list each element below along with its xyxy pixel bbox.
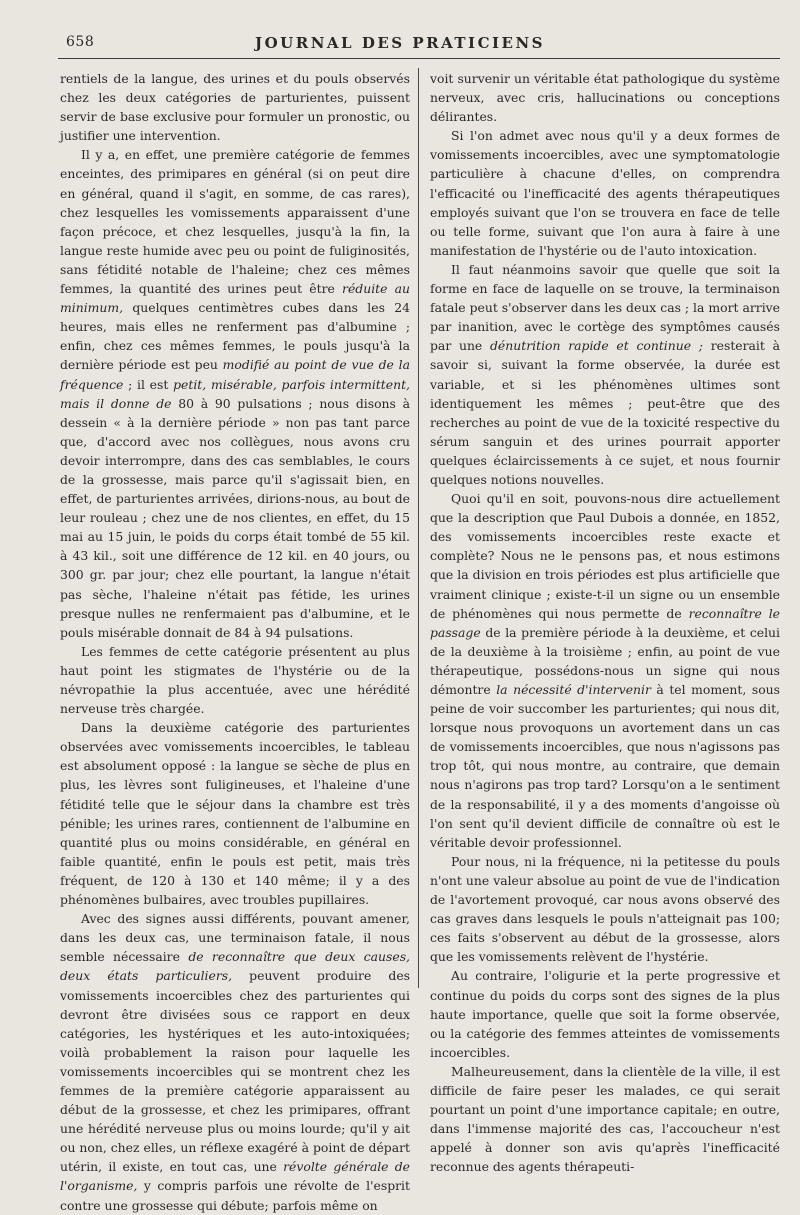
emphasis-run: réduite au minimum, — [60, 281, 411, 316]
text-run: de la première période à la deuxième, et celui de la deuxième à la troisième ; enfin, au point de vue thérapeutique, possédons-nous un signe qui nous démontre — [430, 624, 780, 697]
text-run: Au contraire, l'oligurie et la perte progressive et continue du poids du corps sont des signes de la plus haute importance, quelle que soit la forme observée, ou la catégorie des femmes atteintes de vomissements incoercibles. — [430, 968, 780, 1060]
header-rule — [58, 58, 780, 59]
emphasis-run: révolte générale de l'organisme, — [60, 1159, 410, 1194]
text-run: Il faut néanmoins savoir que quelle que soit la forme en face de laquelle on se trouve, la terminaison fatale peut s'observer dans les deux cas ; la mort arrive par inanition, avec le cortège des symptômes causés par une — [430, 261, 780, 354]
text-run: peuvent produire des vomissements incoercibles chez des parturientes qui devront être divisées sous ce rapport en deux catégories, les hystériques et les auto-intoxiquées; voilà probablement la raison pour laquelle les vomissements incoercibles qui se montrent chez les femmes de la première catégorie apparaissent au début de la grossesse, et chez les primipares, offrant une hérédité nerveuse plus ou moins lourde; qu'il y ait ou non, chez elles, un réflexe exagéré à point de départ utérin, il existe, en tout cas, une — [60, 968, 411, 1175]
text-run: Malheureusement, dans la clientèle de la ville, il est difficile de faire peser les malades, ce qui serait pourtant un point d'une importance capitale; en outre, dans l'immense majorité des cas, l'accoucheur n'est appelé à donner son avis qu'après l'inefficacité reconnue des agents thérapeuti- — [430, 1063, 780, 1175]
text-run: rentiels de la langue, des urines et du pouls observés chez les deux catégories de parturientes, puissent servir de base exclusive pour formuler un pronostic, ou justifier une intervention. — [60, 71, 410, 144]
paragraph — [430, 852, 780, 967]
page-number: 658 — [66, 34, 95, 50]
running-title: JOURNAL DES PRATICIENS — [255, 34, 545, 52]
text-run: Si l'on admet avec nous qu'il y a deux formes de vomissements incoercibles, avec une symptomatologie particulière à chacune d'elles, on comprendra l'efficacité ou l'inefficacité des agents thérapeutiques employés suivant que l'on se trouvera en face de telle ou telle forme, suivant que l'on aura à faire à une manifestation de l'hystérie ou de l'auto intoxication. — [430, 128, 780, 258]
emphasis-run: reconnaître le passage — [430, 605, 780, 640]
emphasis-run: dénutrition rapide et continue ; — [490, 338, 703, 354]
text-run: ; il est — [123, 376, 174, 392]
paragraph — [430, 126, 780, 260]
emphasis-run: modifié au point de vue de la fréquence — [60, 357, 410, 392]
text-run: Les femmes de cette catégorie présentent au plus haut point les stigmates de l'hystérie ou de la névropathie la plus accentuée, avec une hérédité nerveuse très chargée. — [60, 643, 410, 717]
text-run: Dans la deuxième catégorie des parturientes observées avec vomissements incoercibles, le tableau est absolument opposé : la langue se sèche de plus en plus, les lèvres sont fuligineuses, et l'haleine d'une fétidité telle que le séjour dans la chambre est très pénible; les urines rares, contiennent de l'albumine en quantité plus ou moins considérable, en général en faible quantité, enfin le pouls est petit, mais très fréquent, de 120 à 130 et 140 même; il y a des phénomènes bulbaires, avec troubles pupillaires. — [60, 720, 410, 908]
text-run: quelques centimètres cubes dans les 24 heures, mais elles ne renferment pas d'albumine ; enfin, chez ces mêmes femmes, le pouls jusqu'à la dernière période est peu — [60, 300, 410, 373]
text-run: à tel moment, sous peine de voir succomber les parturientes; qui nous dit, lorsque nous provoquons un avortement dans un cas de vomissements incoercibles, que nous n'agissons pas trop tôt, qui nous montre, au contraire, que demain nous n'agirons pas trop tard? Lorsqu'on a le sentiment de la responsabilité, il y a des moments d'angoisse où l'on sent qu'il devient difficile de connaître où est le véritable devoir professionnel. — [430, 682, 780, 850]
text-run: Quoi qu'il en soit, pouvons-nous dire actuellement que la description que Paul Dubois a donnée, en 1852, des vomissements incoercibles reste exacte et complète? Nous ne le pensons pas, et nous estimons que la division en trois périodes est plus artificielle que vraiment clinique ; existe-t-il un signe ou un ensemble de phénomènes qui nous permette de — [430, 491, 780, 621]
left-column — [60, 69, 411, 1213]
paragraph — [430, 260, 780, 489]
paragraph — [60, 909, 410, 1215]
paragraph — [60, 718, 410, 909]
text-run: y compris parfois une révolte de l'esprit contre une grossesse qui débute; parfois même on — [60, 1178, 410, 1213]
emphasis-run: la nécessité d'intervenir — [496, 682, 651, 697]
emphasis-run: petit, misérable, parfois intermittent, mais il donne de — [60, 376, 410, 411]
text-run: Avec des signes aussi différents, pouvant amener, dans les deux cas, une terminaison fatale, il nous semble nécessaire — [60, 911, 410, 965]
paragraph — [60, 642, 410, 718]
paragraph — [430, 489, 780, 852]
emphasis-run: de reconnaître que deux causes, deux états particuliers, — [60, 949, 410, 984]
paragraph — [430, 1062, 780, 1177]
column-divider — [418, 68, 419, 988]
page-header — [0, 0, 800, 62]
text-run: Pour nous, ni la fréquence, ni la petitesse du pouls n'ont une valeur absolue au point de vue de l'indication de l'avortement provoqué, car nous avons observé des cas graves dans lesquels le pouls n'atteignait pas 100; ces faits s'observent au début de la grossesse, alors que les vomissements relèvent de l'hystérie. — [430, 853, 780, 965]
right-column — [430, 69, 780, 1175]
paragraph — [430, 69, 780, 126]
paragraph — [60, 145, 410, 641]
paragraph — [60, 69, 410, 145]
text-run: voit survenir un véritable état pathologique du système nerveux, avec cris, hallucinations ou conceptions délirantes. — [430, 71, 780, 125]
text-run: resterait à savoir si, suivant la forme observée, la durée est variable, et si les phénomènes ultimes sont identiquement les mêmes ; peut-être que des recherches au point de vue de la toxicité respective du sérum sanguin et des urines pourrait apporter quelques éclaircissements à ce sujet, et nous fournir quelques notions nouvelles. — [430, 338, 780, 487]
text-run: 80 à 90 pulsations ; nous disons à dessein « à la dernière période » non pas tant parce que, d'accord avec nos collègues, nous avons cru devoir interrompre, dans des cas semblables, le cours de la grossesse, mais parce qu'il s'agissait bien, en effet, de parturientes arrivées, dirions-nous, au bout de leur rouleau ; chez une de nos clientes, en effet, du 15 mai au 15 juin, le poids du corps était tombé de 55 kil. à 43 kil., soit une différence de 12 kil. en 40 jours, ou 300 gr. par jour; chez elle pourtant, la langue n'était pas sèche, l'haleine n'était pas fétide, les urines presque nulles ne renfermaient pas d'albumine, et le pouls misérable donnait de 84 à 94 pulsations. — [60, 395, 410, 640]
text-run: Il y a, en effet, une première catégorie de femmes enceintes, des primipares en général (si on peut dire en général, quand il s'agit, en somme, de cas rares), chez lesquelles les vomissements apparaissent d'une façon précoce, et chez lesquelles, jusqu'à la fin, la langue reste humide avec peu ou point de fuliginosités, sans fétidité notable de l'haleine; chez ces mêmes femmes, la quantité des urines peut être — [60, 147, 410, 297]
paragraph — [430, 966, 780, 1061]
